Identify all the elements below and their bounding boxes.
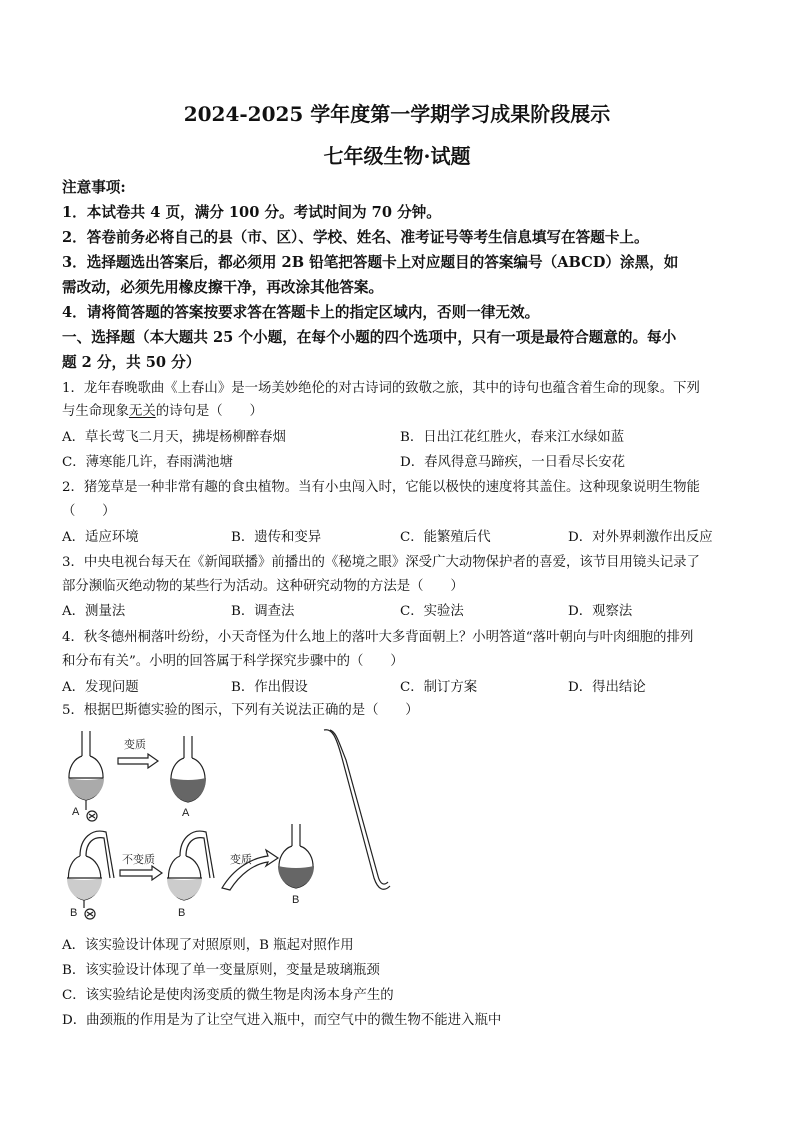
q4-option-c: C．制订方案	[400, 680, 478, 695]
label-b-3: B	[292, 894, 300, 906]
notice-item-3: 3．选择题选出答案后，都必须用 2B 铅笔把答题卡上对应题目的答案编号（ABCD）涂黑，如	[62, 254, 679, 271]
notice-item-2: 2．答卷前务必将自己的县（市、区）、学校、姓名、准考证号等考生信息填写在答题卡上。	[62, 229, 649, 246]
q2-option-c: C．能繁殖后代	[400, 530, 491, 545]
q1-option-c: C．薄寒能几许，春雨满池塘	[62, 455, 233, 470]
q4-option-b: B．作出假设	[231, 680, 308, 695]
exam-subtitle: 七年级生物·试题	[323, 144, 471, 168]
broken-neck-tube	[324, 730, 390, 890]
q1-stem-line1: 1．龙年春晚歌曲《上春山》是一场美妙绝伦的对古诗词的致敬之旅，其中的诗句也蕴含着生命的现象。下列	[62, 381, 700, 396]
q4-option-a: A．发现问题	[62, 680, 139, 695]
label-spoil-top: 变质	[124, 739, 146, 751]
q3-option-a: A．测量法	[62, 604, 126, 619]
arrow-middle	[120, 866, 162, 880]
q1-option-a: A．草长莺飞二月天，拂堤杨柳醉春烟	[62, 430, 286, 445]
flask-a-spoiled	[170, 736, 206, 802]
notice-item-1: 1．本试卷共 4 页，满分 100 分。考试时间为 70 分钟。	[62, 204, 441, 221]
q1-stem-line2	[62, 400, 263, 419]
q4-stem-line1: 4．秋冬德州桐落叶纷纷，小天奇怪为什么地上的落叶大多背面朝上？小明答道“落叶朝向与叶肉细胞的排列	[62, 630, 694, 645]
label-b-1: B	[70, 907, 78, 919]
q5-option-a: A．该实验设计体现了对照原则，B 瓶起对照作用	[62, 938, 354, 953]
q5-option-d: D．曲颈瓶的作用是为了让空气进入瓶中，而空气中的微生物不能进入瓶中	[62, 1013, 502, 1028]
q2-stem-line2: （ ）	[62, 504, 116, 519]
label-spoil-bottom: 变质	[230, 854, 252, 866]
notice-heading: 注意事项:	[62, 179, 126, 196]
flask-b-heated	[67, 831, 114, 919]
label-a-2: A	[182, 807, 190, 819]
label-a-1: A	[72, 806, 80, 818]
q1-option-b: B．日出江花红胜火，春来江水绿如蓝	[400, 430, 625, 445]
q3-option-d: D．观察法	[568, 604, 633, 619]
notice-item-3-cont: 需改动，必须先用橡皮擦干净，再改涂其他答案。	[62, 279, 384, 296]
section1-heading-line2: 题 2 分，共 50 分）	[62, 354, 201, 371]
label-b-2: B	[178, 907, 186, 919]
q2-option-d: D．对外界刺激作出反应	[568, 530, 713, 545]
arrow-top	[118, 754, 158, 768]
q5-stem-line1: 5．根据巴斯德实验的图示，下列有关说法正确的是（ ）	[62, 703, 419, 718]
label-nospoil: 不变质	[122, 854, 155, 866]
q3-option-c: C．实验法	[400, 604, 464, 619]
q3-option-b: B．调查法	[231, 604, 295, 619]
q4-stem-line2: 和分布有关”。小明的回答属于科学探究步骤中的（ ）	[62, 654, 404, 669]
pasteur-experiment-figure	[62, 728, 392, 923]
q5-option-b: B．该实验设计体现了单一变量原则，变量是玻璃瓶颈	[62, 963, 380, 978]
exam-title: 2024-2025 学年度第一学期学习成果阶段展示	[183, 102, 611, 126]
q1-stem-underlined: 无关	[128, 404, 156, 419]
q4-option-d: D．得出结论	[568, 680, 646, 695]
q2-option-a: A．适应环境	[62, 530, 139, 545]
flask-b-unspoiled	[167, 831, 214, 900]
q1-stem-part1: 与生命现象	[62, 404, 129, 419]
section1-heading-line1: 一、选择题（本大题共 25 个小题，在每个小题的四个选项中，只有一项是最符合题意的。每小	[62, 329, 677, 346]
q3-stem-line1: 3．中央电视台每天在《新闻联播》前播出的《秘境之眼》深受广大动物保护者的喜爱，该节目用镜头记录了	[62, 555, 700, 570]
notice-item-4: 4．请将简答题的答案按要求答在答题卡上的指定区域内，否则一律无效。	[62, 304, 540, 321]
flask-b-spoiled	[278, 824, 314, 888]
q5-option-c: C．该实验结论是使肉汤变质的微生物是肉汤本身产生的	[62, 988, 394, 1003]
q2-option-b: B．遗传和变异	[231, 530, 322, 545]
q2-stem-line1: 2．猪笼草是一种非常有趣的食虫植物。当有小虫闯入时，它能以极快的速度将其盖住。这种现象说明生物能	[62, 480, 700, 495]
q1-stem-part2: 的诗句是（ ）	[155, 404, 263, 419]
q3-stem-line2: 部分濒临灭绝动物的某些行为活动。这种研究动物的方法是（ ）	[62, 579, 464, 594]
q1-option-d: D．春风得意马蹄疾，一日看尽长安花	[400, 455, 625, 470]
